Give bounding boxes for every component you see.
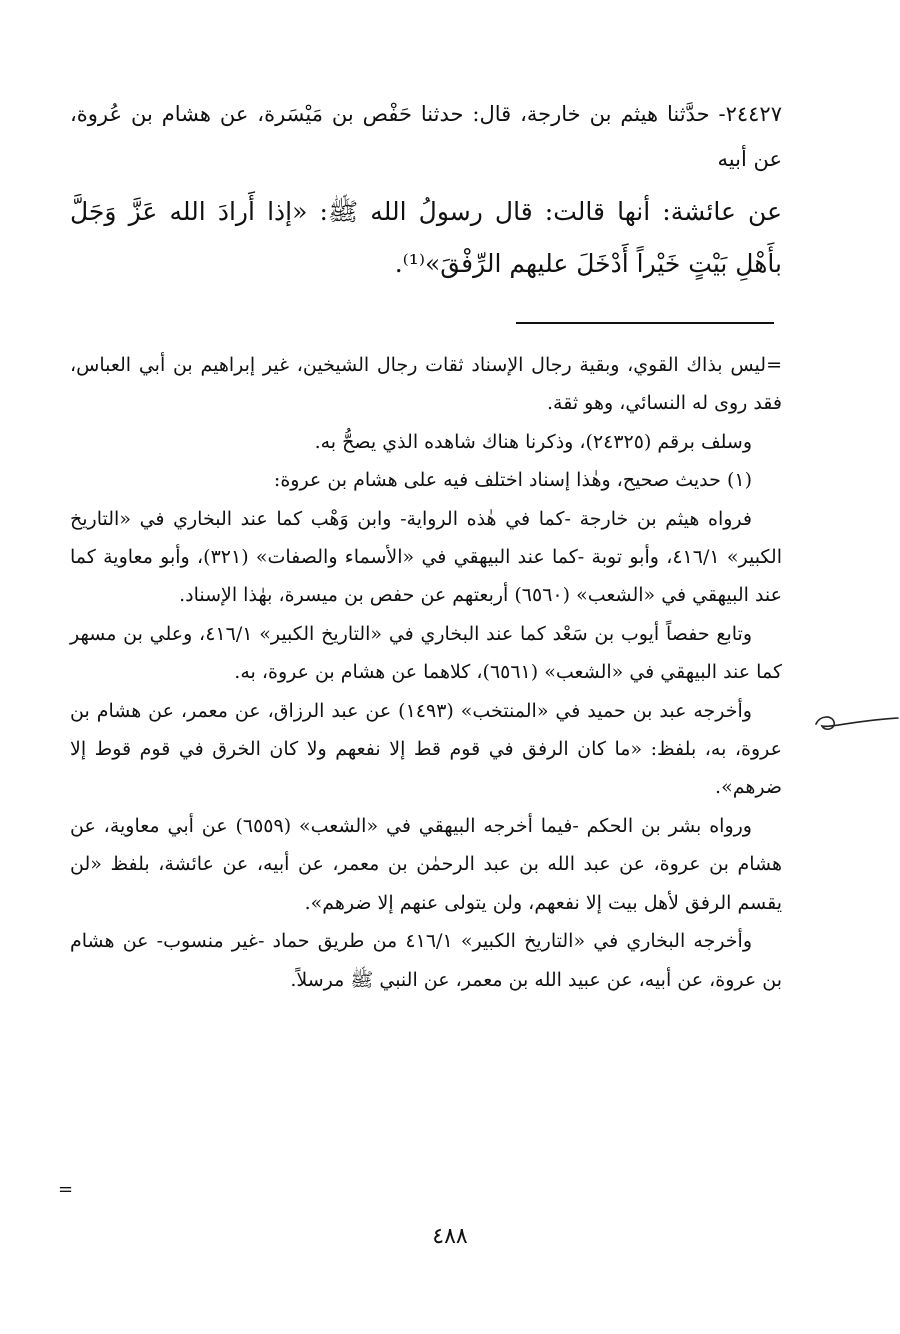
- footnote-paragraph: =ليس بذاك القوي، وبقية رجال الإسناد ثقات رجال الشيخين، غير إبراهيم بن أبي العباس، فقد روى له النسائي، وهو ثقة.: [70, 354, 782, 415]
- footnote-paragraph: وسلف برقم (٢٤٣٢٥)، وذكرنا هناك شاهده الذي يصحُّ به.: [314, 430, 752, 453]
- footnote-paragraph: وأخرجه عبد بن حميد في «المنتخب» (١٤٩٣) عن عبد الرزاق، عن معمر، عن هشام بن عروة، به، بلفظ: «ما كان الرفق في قوم قط إلا نفعهم ولا كان الخرق في قوم قوط إلا ضرهم».: [70, 699, 782, 799]
- footnote-paragraph: وتابع حفصاً أيوب بن سَعْد كما عند البخاري في «التاريخ الكبير» ٤١٦/١، وعلي بن مسهر كما عند البيهقي في «الشعب» (٦٥٦١)، كلاهما عن هشام بن عروة، به.: [70, 622, 782, 684]
- footnote-paragraph: وأخرجه البخاري في «التاريخ الكبير» ٤١٦/١ من طريق حماد -غير منسوب- عن هشام بن عروة، عن أبيه، عن عبيد الله بن معمر، عن النبي ﷺ مرسلاً.: [70, 930, 782, 991]
- page-number: ٤٨٨: [432, 1224, 468, 1249]
- hadith-block: [70, 92, 782, 290]
- footnote-paragraph: (١) حديث صحيح، وهٰذا إسناد اختلف فيه على هشام بن عروة:: [273, 469, 752, 492]
- hadith-isnad: ٢٤٤٢٧- حدَّثنا هيثم بن خارجة، قال: حدثنا حَفْص بن مَيْسَرة، عن هشام بن عُروة، عن أبيه: [70, 102, 782, 171]
- footnote-separator: [516, 322, 774, 324]
- hadith-matn: عن عائشة: أنها قالت: قال رسولُ الله ﷺ: «إذا أَرادَ الله عَزَّ وَجَلَّ بأَهْلِ بَيْتٍ خَيْراً أَدْخَلَ عليهم الرِّفْقَ»⁽¹⁾.: [70, 197, 782, 278]
- footnote-paragraph: فرواه هيثم بن خارجة -كما في هٰذه الرواية- وابن وَهْب كما عند البخاري في «التاريخ الكبير» ٤١٦/١، وأبو توبة -كما عند البيهقي في «الأسماء والصفات» (٣٢١)، وأبو معاوية كما عند البيهقي في «الشعب» (٦٥٦٠) أربعتهم عن حفص بن ميسرة، بهٰذا الإسناد.: [70, 507, 782, 607]
- footnote-paragraph: ورواه بشر بن الحكم -فيما أخرجه البيهقي في «الشعب» (٦٥٥٩) عن أبي معاوية، عن هشام بن عروة، عن عبد الله بن عبد الرحمٰن بن معمر، عن أبيه، عن عائشة، بلفظ «لن يقسم الرفق لأهل بيت إلا نفعهم، ولن يتولى عنهم إلا ضرهم».: [70, 814, 782, 914]
- margin-scribble-icon: [812, 706, 900, 740]
- footnotes-block: [70, 346, 782, 999]
- continuation-mark: =: [58, 1179, 74, 1200]
